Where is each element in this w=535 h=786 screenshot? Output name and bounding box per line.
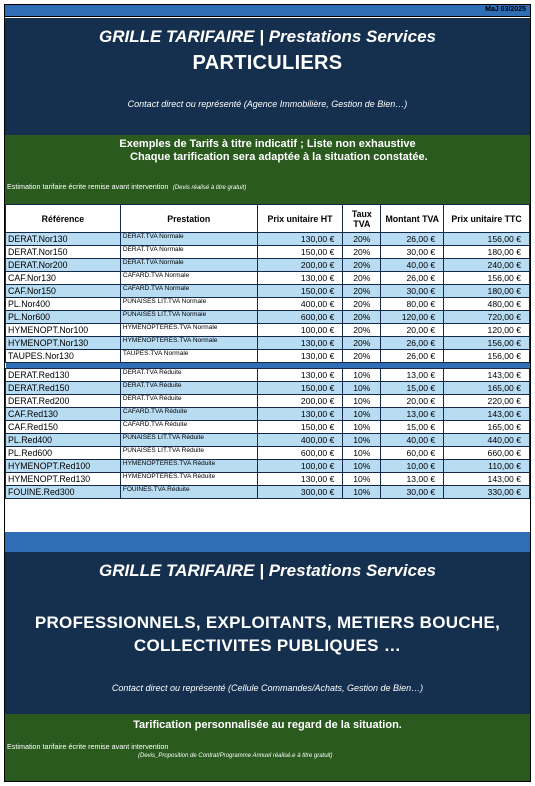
cell-montant-tva: 10,00 €	[381, 460, 444, 473]
table-header-row	[6, 205, 530, 233]
cell-taux-tva: 10%	[343, 460, 381, 473]
cell-prestation: DERAT.TVA Normale	[120, 246, 257, 259]
table-row	[6, 421, 530, 434]
cell-prix-ttc: 480,00 €	[444, 298, 530, 311]
cell-prix-ht: 150,00 €	[257, 285, 343, 298]
table-row	[6, 434, 530, 447]
cell-montant-tva: 13,00 €	[381, 408, 444, 421]
audience-title-2-line-2: COLLECTIVITES PUBLIQUES …	[133, 636, 402, 655]
cell-taux-tva: 10%	[343, 408, 381, 421]
cell-reference: CAF.Red150	[6, 421, 121, 434]
cell-montant-tva: 30,00 €	[381, 285, 444, 298]
cell-prix-ttc: 156,00 €	[444, 233, 530, 246]
table-row	[6, 324, 530, 337]
cell-reference: CAF.Nor150	[6, 285, 121, 298]
cell-reference: CAF.Red130	[6, 408, 121, 421]
cell-montant-tva: 15,00 €	[381, 421, 444, 434]
cell-prix-ttc: 143,00 €	[444, 408, 530, 421]
cell-prestation: DERAT.TVA Réduite	[120, 369, 257, 382]
cell-prestation: HYMENOPTERES.TVA Normale	[120, 324, 257, 337]
table-row	[6, 408, 530, 421]
cell-prix-ttc: 156,00 €	[444, 350, 530, 363]
cell-prix-ttc: 143,00 €	[444, 473, 530, 486]
price-table	[5, 204, 530, 499]
examples-banner	[5, 135, 530, 204]
cell-reference: DERAT.Red130	[6, 369, 121, 382]
cell-montant-tva: 40,00 €	[381, 434, 444, 447]
cell-montant-tva: 26,00 €	[381, 233, 444, 246]
cell-montant-tva: 15,00 €	[381, 382, 444, 395]
update-date: MaJ 03/2025	[485, 6, 526, 13]
cell-prix-ttc: 165,00 €	[444, 382, 530, 395]
cell-taux-tva: 10%	[343, 421, 381, 434]
cell-prix-ht: 150,00 €	[257, 421, 343, 434]
cell-prestation: HYMENOPTERES.TVA Réduite	[120, 473, 257, 486]
audience-title: PARTICULIERS	[192, 52, 343, 74]
cell-montant-tva: 40,00 €	[381, 259, 444, 272]
cell-montant-tva: 26,00 €	[381, 337, 444, 350]
cell-taux-tva: 20%	[343, 350, 381, 363]
cell-prix-ht: 300,00 €	[257, 486, 343, 499]
cell-taux-tva: 20%	[343, 233, 381, 246]
cell-montant-tva: 20,00 €	[381, 324, 444, 337]
cell-prestation: DERAT.TVA Réduite	[120, 395, 257, 408]
table-row	[6, 311, 530, 324]
cell-taux-tva: 10%	[343, 486, 381, 499]
cell-montant-tva: 13,00 €	[381, 369, 444, 382]
estimation-note: (Devis réalisé à titre gratuit)	[172, 185, 247, 191]
cell-prix-ht: 400,00 €	[257, 434, 343, 447]
cell-taux-tva: 10%	[343, 434, 381, 447]
cell-taux-tva: 20%	[343, 259, 381, 272]
cell-reference: TAUPES.Nor130	[6, 350, 121, 363]
table-row	[6, 259, 530, 272]
cell-reference: HYMENOPT.Nor100	[6, 324, 121, 337]
cell-taux-tva: 10%	[343, 395, 381, 408]
cell-taux-tva: 20%	[343, 272, 381, 285]
table-row	[6, 369, 530, 382]
tarification-text: Tarification personnalisée au regard de la situation.	[133, 719, 402, 731]
cell-reference: FOUINE.Red300	[6, 486, 121, 499]
col-prix-ht: Prix unitaire HT	[257, 205, 343, 233]
cell-prix-ht: 130,00 €	[257, 337, 343, 350]
cell-prix-ht: 200,00 €	[257, 395, 343, 408]
table-row	[6, 272, 530, 285]
cell-prix-ttc: 440,00 €	[444, 434, 530, 447]
examples-line-2: Chaque tarification sera adaptée à la situation constatée.	[130, 151, 428, 163]
cell-prix-ttc: 143,00 €	[444, 369, 530, 382]
cell-reference: HYMENOPT.Nor130	[6, 337, 121, 350]
cell-montant-tva: 26,00 €	[381, 272, 444, 285]
cell-prestation: CAFARD.TVA Réduite	[120, 408, 257, 421]
cell-prix-ht: 100,00 €	[257, 324, 343, 337]
cell-prix-ht: 200,00 €	[257, 259, 343, 272]
table-row	[6, 382, 530, 395]
cell-prix-ht: 600,00 €	[257, 311, 343, 324]
cell-taux-tva: 20%	[343, 246, 381, 259]
table-row	[6, 285, 530, 298]
cell-prix-ttc: 110,00 €	[444, 460, 530, 473]
cell-prix-ht: 130,00 €	[257, 408, 343, 421]
cell-prix-ht: 130,00 €	[257, 233, 343, 246]
cell-prestation: HYMENOPTERES.TVA Réduite	[120, 460, 257, 473]
cell-prestation: HYMENOPTERES.TVA Normale	[120, 337, 257, 350]
cell-taux-tva: 10%	[343, 369, 381, 382]
cell-montant-tva: 30,00 €	[381, 246, 444, 259]
cell-montant-tva: 80,00 €	[381, 298, 444, 311]
table-row	[6, 460, 530, 473]
cell-prix-ht: 130,00 €	[257, 369, 343, 382]
tarification-banner	[5, 714, 530, 781]
cell-prix-ttc: 180,00 €	[444, 246, 530, 259]
cell-prestation: FOUINES.TVA Réduite	[120, 486, 257, 499]
audience-title-2-line-1: PROFESSIONNELS, EXPLOITANTS, METIERS BOUCHE,	[34, 613, 501, 632]
cell-reference: HYMENOPT.Red100	[6, 460, 121, 473]
cell-taux-tva: 20%	[343, 337, 381, 350]
cell-prestation: CAFARD.TVA Réduite	[120, 421, 257, 434]
cell-montant-tva: 120,00 €	[381, 311, 444, 324]
header-particuliers	[5, 18, 530, 135]
contact-line: Contact direct ou représenté (Agence Immobilière, Gestion de Bien…)	[127, 99, 408, 109]
cell-reference: DERAT.Nor130	[6, 233, 121, 246]
cell-reference: HYMENOPT.Red130	[6, 473, 121, 486]
cell-prix-ht: 400,00 €	[257, 298, 343, 311]
table-row	[6, 486, 530, 499]
table-row	[6, 233, 530, 246]
cell-prix-ttc: 220,00 €	[444, 395, 530, 408]
cell-reference: DERAT.Nor200	[6, 259, 121, 272]
cell-montant-tva: 60,00 €	[381, 447, 444, 460]
cell-reference: DERAT.Red200	[6, 395, 121, 408]
price-sheet	[4, 4, 531, 782]
table-row	[6, 337, 530, 350]
cell-montant-tva: 30,00 €	[381, 486, 444, 499]
cell-reference: PL.Nor600	[6, 311, 121, 324]
cell-prestation: CAFARD.TVA Normale	[120, 285, 257, 298]
cell-prestation: TAUPES.TVA Normale	[120, 350, 257, 363]
cell-reference: DERAT.Red150	[6, 382, 121, 395]
col-reference: Référence	[6, 205, 121, 233]
grid-title: GRILLE TARIFAIRE | Prestations Services	[99, 27, 436, 46]
cell-taux-tva: 10%	[343, 382, 381, 395]
cell-prix-ht: 130,00 €	[257, 272, 343, 285]
cell-prestation: CAFARD.TVA Normale	[120, 272, 257, 285]
cell-prix-ttc: 330,00 €	[444, 486, 530, 499]
cell-prix-ht: 150,00 €	[257, 382, 343, 395]
cell-montant-tva: 26,00 €	[381, 350, 444, 363]
estimation-text-2: Estimation tarifaire écrite remise avant intervention	[7, 742, 169, 751]
cell-prestation: PUNAISES LIT.TVA Réduite	[120, 447, 257, 460]
cell-prix-ttc: 156,00 €	[444, 272, 530, 285]
cell-reference: PL.Red400	[6, 434, 121, 447]
cell-taux-tva: 20%	[343, 324, 381, 337]
cell-prix-ttc: 240,00 €	[444, 259, 530, 272]
header-professionnels	[5, 552, 530, 714]
cell-reference: CAF.Nor130	[6, 272, 121, 285]
cell-taux-tva: 10%	[343, 447, 381, 460]
cell-prestation: PUNAISES LIT.TVA Normale	[120, 298, 257, 311]
examples-line-1: Exemples de Tarifs à titre indicatif ; Liste non exhaustive	[119, 138, 416, 150]
cell-reference: DERAT.Nor150	[6, 246, 121, 259]
estimation-note-2: (Devis_Proposition de Contrat/Programme Annuel réalisé.e à titre gratuit)	[138, 753, 333, 759]
cell-prix-ttc: 156,00 €	[444, 337, 530, 350]
cell-taux-tva: 20%	[343, 311, 381, 324]
top-bar	[5, 5, 530, 17]
table-row	[6, 447, 530, 460]
cell-taux-tva: 10%	[343, 473, 381, 486]
cell-taux-tva: 20%	[343, 298, 381, 311]
col-taux-tva: Taux TVA	[343, 205, 381, 233]
col-prix-ttc: Prix unitaire TTC	[444, 205, 530, 233]
estimation-text: Estimation tarifaire écrite remise avant intervention	[7, 182, 169, 191]
section-separator	[5, 532, 530, 552]
cell-prix-ht: 100,00 €	[257, 460, 343, 473]
col-prestation: Prestation	[120, 205, 257, 233]
contact-line-2: Contact direct ou représenté (Cellule Commandes/Achats, Gestion de Bien…)	[111, 683, 424, 693]
grid-title-2: GRILLE TARIFAIRE | Prestations Services	[99, 561, 436, 580]
cell-prix-ht: 150,00 €	[257, 246, 343, 259]
table-row	[6, 298, 530, 311]
cell-prestation: DERAT.TVA Réduite	[120, 382, 257, 395]
cell-prix-ttc: 165,00 €	[444, 421, 530, 434]
cell-prix-ttc: 180,00 €	[444, 285, 530, 298]
cell-taux-tva: 20%	[343, 285, 381, 298]
table-row	[6, 350, 530, 363]
cell-montant-tva: 20,00 €	[381, 395, 444, 408]
cell-prix-ht: 130,00 €	[257, 473, 343, 486]
table-row	[6, 246, 530, 259]
table-row	[6, 395, 530, 408]
cell-prestation: PUNAISES LIT.TVA Normale	[120, 311, 257, 324]
cell-prix-ttc: 120,00 €	[444, 324, 530, 337]
cell-prix-ttc: 720,00 €	[444, 311, 530, 324]
cell-montant-tva: 13,00 €	[381, 473, 444, 486]
cell-reference: PL.Nor400	[6, 298, 121, 311]
table-body	[6, 233, 530, 499]
cell-prestation: DERAT.TVA Normale	[120, 233, 257, 246]
cell-prix-ttc: 660,00 €	[444, 447, 530, 460]
cell-prix-ht: 130,00 €	[257, 350, 343, 363]
table-row	[6, 473, 530, 486]
cell-reference: PL.Red600	[6, 447, 121, 460]
col-montant-tva: Montant TVA	[381, 205, 444, 233]
cell-prix-ht: 600,00 €	[257, 447, 343, 460]
cell-prestation: PUNAISES LIT.TVA Réduite	[120, 434, 257, 447]
cell-prestation: DERAT.TVA Normale	[120, 259, 257, 272]
